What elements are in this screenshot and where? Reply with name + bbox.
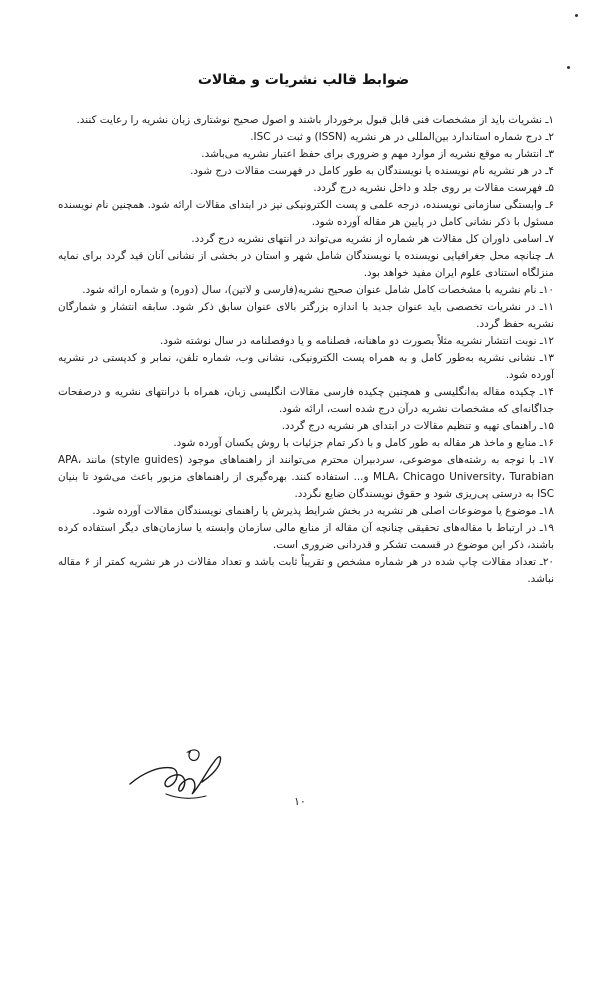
rule-item: ۱۶ـ منابع و ماخذ هر مقاله به طور کامل و با ذکر تمام جزئیات با روش یکسان آورده شود. — [173, 437, 554, 449]
page-number: ۱۰ — [294, 795, 306, 808]
scan-speck — [567, 66, 570, 69]
rule-item: ۳ـ انتشار به موقع نشریه از موارد مهم و ضروری برای حفظ اعتبار نشریه می‌باشد. — [201, 148, 554, 160]
rule-item: ۱۷ـ با توجه به رشته‌های موضوعی، سردبیران محترم می‌توانند از راهنماهای موجود (style guides) مانند APA، MLA، Chicago University، Turabian و... استفاده کنند. بهره‌گیری از راهنماهای مزبور باعث می‌شود تا بنیان ISC به درستی پی‌ریزی شود و حقوق نویسندگان ضایع نگردد. — [58, 454, 554, 500]
rule-item: ۱۵ـ راهنمای تهیه و تنظیم مقالات در ابتدای هر نشریه درج گردد. — [281, 420, 554, 432]
rule-item: ۱۰ـ نام نشریه با مشخصات کامل شامل عنوان صحیح نشریه(فارسی و لاتین)، سال (دوره) و شماره ارائه شود. — [82, 284, 554, 296]
rule-item: ۲ـ درج شماره استاندارد بین‌المللی در هر نشریه (ISSN) و ثبت در ISC. — [250, 131, 554, 143]
rule-item: ۷ـ اسامی داوران کل مقالات هر شماره از نشریه می‌تواند در انتهای نشریه درج گردد. — [191, 233, 554, 245]
scan-speck — [575, 14, 578, 17]
page-title: ضوابط قالب نشریات و مقالات — [197, 72, 410, 88]
rule-item: ۱۴ـ چکیده مقاله به‌انگلیسی و همچنین چکیده فارسی مقالات انگلیسی زبان، همراه با درانتهای نشریه و درصفحات جداگانه‌ای که مشخصات نشریه درآن درج شده است، ارائه شود. — [58, 386, 554, 415]
rule-item: ۴ـ در هر نشریه نام نویسنده یا نویسندگان به طور کامل در فهرست مقالات درج شود. — [190, 165, 554, 177]
rule-item: ۱۳ـ نشانی نشریه به‌طور کامل و به همراه پست الکترونیکی، نشانی وب، شماره تلفن، نمابر و کدپستی در نشریه آورده شود. — [58, 352, 554, 381]
rule-item: ۵ـ فهرست مقالات بر روی جلد و داخل نشریه درج گردد. — [313, 182, 554, 194]
rules-list — [58, 112, 554, 588]
rule-item: ۱۱ـ در نشریات تخصصی باید عنوان جدید با اندازه بزرگتر بالای عنوان سابق ذکر شود. سابقه انتشار و شمارگان نشریه حفظ گردد. — [58, 301, 554, 330]
rule-item: ۱۹ـ در ارتباط با مقاله‌های تحقیقی چنانچه آن مقاله از منابع مالی سازمان وابسته یا سازمان‌های دیگر استفاده کرده باشند، ذکر این موضوع در قسمت تشکر و قدردانی ضروری است. — [58, 522, 554, 551]
rule-item: ۶ـ وابستگی سازمانی نویسنده، درجه علمی و پست الکترونیکی نیز در ابتدای مقالات ارائه شود. همچنین نام نویسنده مسئول با ذکر نشانی کامل در پایین هر مقاله آورده شود. — [58, 199, 554, 228]
rule-item: ۱۲ـ نوبت انتشار نشریه مثلاً بصورت دو ماهنانه، فصلنامه و یا دوفصلنامه در سال نوشته شود. — [160, 335, 554, 347]
signature-image — [128, 742, 228, 804]
rule-item: ۸ـ چنانچه محل جغرافیایی نویسنده یا نویسندگان شامل شهر و استان در بخشی از نشانی آنان قید گردد برای نمایه منزلگاه استنادی علوم ایران مفید خواهد بود. — [58, 250, 554, 279]
rule-item: ۱ـ نشریات باید از مشخصات فنی قابل قبول برخوردار باشند و اصول صحیح نوشتاری زبان نشریه را رعایت کنند. — [76, 114, 554, 126]
rule-item: ۱۸ـ موضوع یا موضوعات اصلی هر نشریه در بخش شرایط پذیرش یا راهنمای نویسندگان مقالات آورده شود. — [92, 505, 554, 517]
rule-item: ۲۰ـ تعداد مقالات چاپ شده در هر شماره مشخص و تقریباً ثابت باشد و تعداد مقالات در هر نشریه کمتر از ۶ مقاله نباشد. — [58, 556, 554, 585]
